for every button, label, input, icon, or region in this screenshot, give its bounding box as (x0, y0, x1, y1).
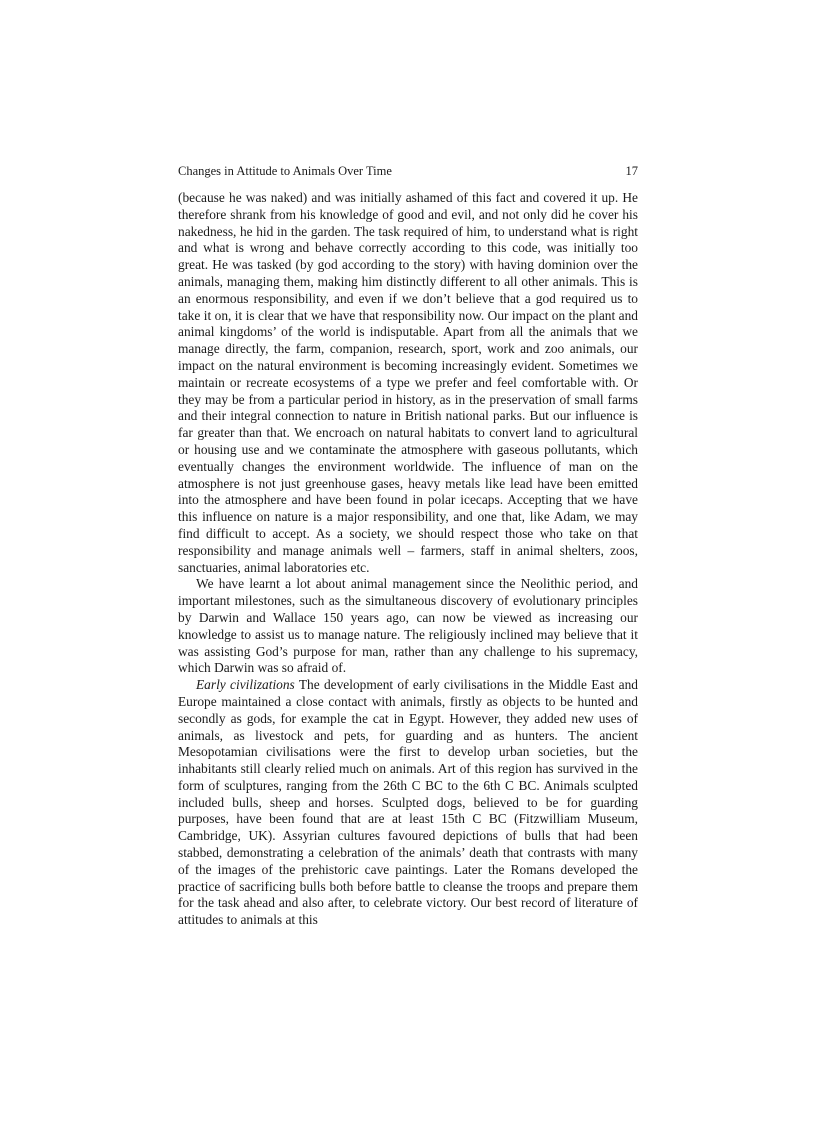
running-title: Changes in Attitude to Animals Over Time (178, 164, 392, 178)
running-head (178, 163, 638, 179)
paragraph-adam-responsibility: (because he was naked) and was initially ashamed of this fact and covered it up. He therefore shrank from his knowledge of good and evil, and not only did he cover his nakedness, he hid in the garden. The task required of him, to understand what is right and what is wrong and behave correctly according to this code, was initially too great. He was tasked (by god according to the story) with having dominion over the animals, managing them, making him distinctly different to all other animals. This is an enormous responsibility, and even if we don’t believe that a god required us to take it on, it is clear that we have that responsibility now. Our impact on the plant and animal kingdoms’ of the world is indisputable. Apart from all the animals that we manage directly, the farm, companion, research, sport, work and zoo animals, our impact on the natural environment is becoming increasingly evident. Sometimes we maintain or recreate ecosystems of a type we prefer and feel comfortable with. Or they may be from a particular period in history, as in the preservation of small farms and their integral connection to nature in British national parks. But our influence is far greater than that. We encroach on natural habitats to convert land to agricultural or housing use and we contaminate the atmosphere with gaseous pollutants, which eventually changes the environment worldwide. The influence of man on the atmosphere is not just greenhouse gases, heavy metals like lead have been emitted into the atmosphere and have been found in polar icecaps. Accepting that we have this influence on nature is a major responsibility, and one that, like Adam, we may find difficult to accept. As a society, we should respect those who take on that responsibility and manage animals well – farmers, staff in animal shelters, zoos, sanctuaries, animal laboratories etc. (178, 190, 638, 575)
paragraph-early-civilizations (178, 677, 638, 929)
paragraph-early-civilizations-text: The development of early civilisations in the Middle East and Europe maintained a close contact with animals, firstly as objects to be hunted and secondly as gods, for example the cat in Egypt. However, they added new uses of animals, as livestock and pets, for guarding and as hunters. The ancient Mesopotamian civilisations were the first to develop urban societies, but the inhabitants still clearly relied much on animals. Art of this region has survived in the form of sculptures, ranging from the 26th C BC to the 6th C BC. Animals sculpted included bulls, sheep and horses. Sculpted dogs, believed to be for guarding purposes, have been found that are at least 15th C BC (Fitzwilliam Museum, Cambridge, UK). Assyrian cultures favoured depictions of bulls that had been stabbed, demonstrating a celebration of the animals’ death that contrasts with many of the images of the prehistoric cave paintings. Later the Romans developed the practice of sacrificing bulls both before battle to cleanse the troops and prepare them for the task ahead and also after, to celebrate victory. Our best record of literature of attitudes to animals at this (178, 677, 638, 928)
paragraph-animal-management: We have learnt a lot about animal management since the Neolithic period, and important milestones, such as the simultaneous discovery of evolutionary principles by Darwin and Wallace 150 years ago, can now be viewed as increasing our knowledge to assist us to manage nature. The religiously inclined may believe that it was assisting God’s purpose for man, rather than any challenge to his supremacy, which Darwin was so afraid of. (178, 576, 638, 676)
section-lead-in: Early civilizations (196, 677, 295, 693)
body-text (178, 190, 638, 929)
page-number: 17 (625, 164, 638, 178)
